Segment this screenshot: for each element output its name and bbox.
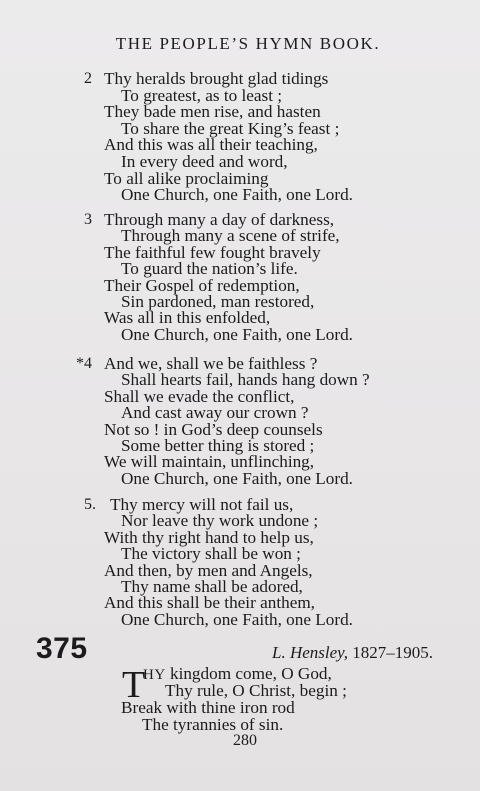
verse-line: To all alike proclaiming bbox=[104, 168, 269, 188]
verse-line: The victory shall be won ; bbox=[121, 544, 301, 564]
stanza-number: 5. bbox=[84, 496, 96, 513]
stanza-3 bbox=[0, 212, 480, 343]
verse-line: Thy rule, O Christ, begin ; bbox=[165, 681, 347, 700]
verse-line: Some better thing is stored ; bbox=[121, 435, 315, 455]
verse-line: And this shall be their anthem, bbox=[104, 593, 315, 613]
stanza-number: *4 bbox=[76, 355, 92, 372]
verse-line: Sin pardoned, man restored, bbox=[121, 291, 315, 311]
verse-line: Their Gospel of redemption, bbox=[104, 275, 300, 295]
verse-line: Nor leave thy work undone ; bbox=[121, 511, 319, 531]
running-head: THE PEOPLE’S HYMN BOOK. bbox=[115, 34, 381, 53]
stanza-number: 3 bbox=[84, 211, 92, 228]
verse-line: Shall hearts fail, hands hang down ? bbox=[121, 370, 370, 390]
verse-line: They bade men rise, and hasten bbox=[104, 102, 321, 122]
hymn-author bbox=[272, 643, 433, 663]
verse-line: With thy right hand to help us, bbox=[104, 527, 314, 547]
stanza-4 bbox=[0, 356, 480, 487]
verse-line: One Church, one Faith, one Lord. bbox=[121, 185, 353, 205]
verse-line: To greatest, as to least ; bbox=[121, 85, 283, 105]
stanza-2 bbox=[0, 71, 480, 204]
verse-line: The faithful few fought bravely bbox=[104, 242, 321, 262]
verse-line: One Church, one Faith, one Lord. bbox=[121, 468, 353, 488]
page-number: 280 bbox=[233, 732, 257, 749]
author-name: L. Hensley, bbox=[272, 643, 349, 662]
first-word-caps: HY bbox=[143, 667, 166, 683]
verse-line: 5. Thy mercy will not fail us, bbox=[84, 495, 294, 514]
verse-line: 3 Through many a day of darkness, bbox=[84, 210, 335, 229]
verse-line: And then, by men and Angels, bbox=[104, 560, 313, 580]
verse-line: And cast away our crown ? bbox=[121, 403, 309, 423]
verse-line: And this was all their teaching, bbox=[104, 135, 318, 155]
verse-line: Through many a scene of strife, bbox=[121, 226, 340, 246]
verse-line: HY kingdom come, O God, bbox=[143, 664, 332, 683]
verse-line: Was all in this enfolded, bbox=[104, 308, 271, 328]
verse-line: Thy name shall be adored, bbox=[121, 576, 303, 596]
verse-line: In every deed and word, bbox=[121, 151, 288, 171]
verse-line: 2 Thy heralds brought glad tidings bbox=[84, 69, 329, 88]
stanza-5 bbox=[0, 497, 480, 628]
verse-line: Break with thine iron rod bbox=[121, 698, 295, 717]
verse-line: Not so ! in God’s deep counsels bbox=[104, 419, 323, 439]
drop-cap: T bbox=[122, 664, 146, 706]
hymn-375-first-stanza bbox=[0, 665, 480, 733]
verse-line: The tyrannies of sin. bbox=[142, 715, 284, 734]
verse-line: We will maintain, unflinching, bbox=[104, 452, 315, 472]
verse-line: To share the great King’s feast ; bbox=[121, 118, 340, 138]
stanza-number: 2 bbox=[84, 70, 92, 87]
verse-line: *4 And we, shall we be faithless ? bbox=[76, 354, 318, 373]
verse-line: One Church, one Faith, one Lord. bbox=[121, 609, 353, 629]
verse-line: To guard the nation’s life. bbox=[121, 259, 298, 279]
verse-line: Shall we evade the conflict, bbox=[104, 386, 295, 406]
verse-line: One Church, one Faith, one Lord. bbox=[121, 324, 353, 344]
hymn-number: 375 bbox=[36, 632, 88, 665]
author-dates: 1827–1905. bbox=[352, 643, 434, 662]
